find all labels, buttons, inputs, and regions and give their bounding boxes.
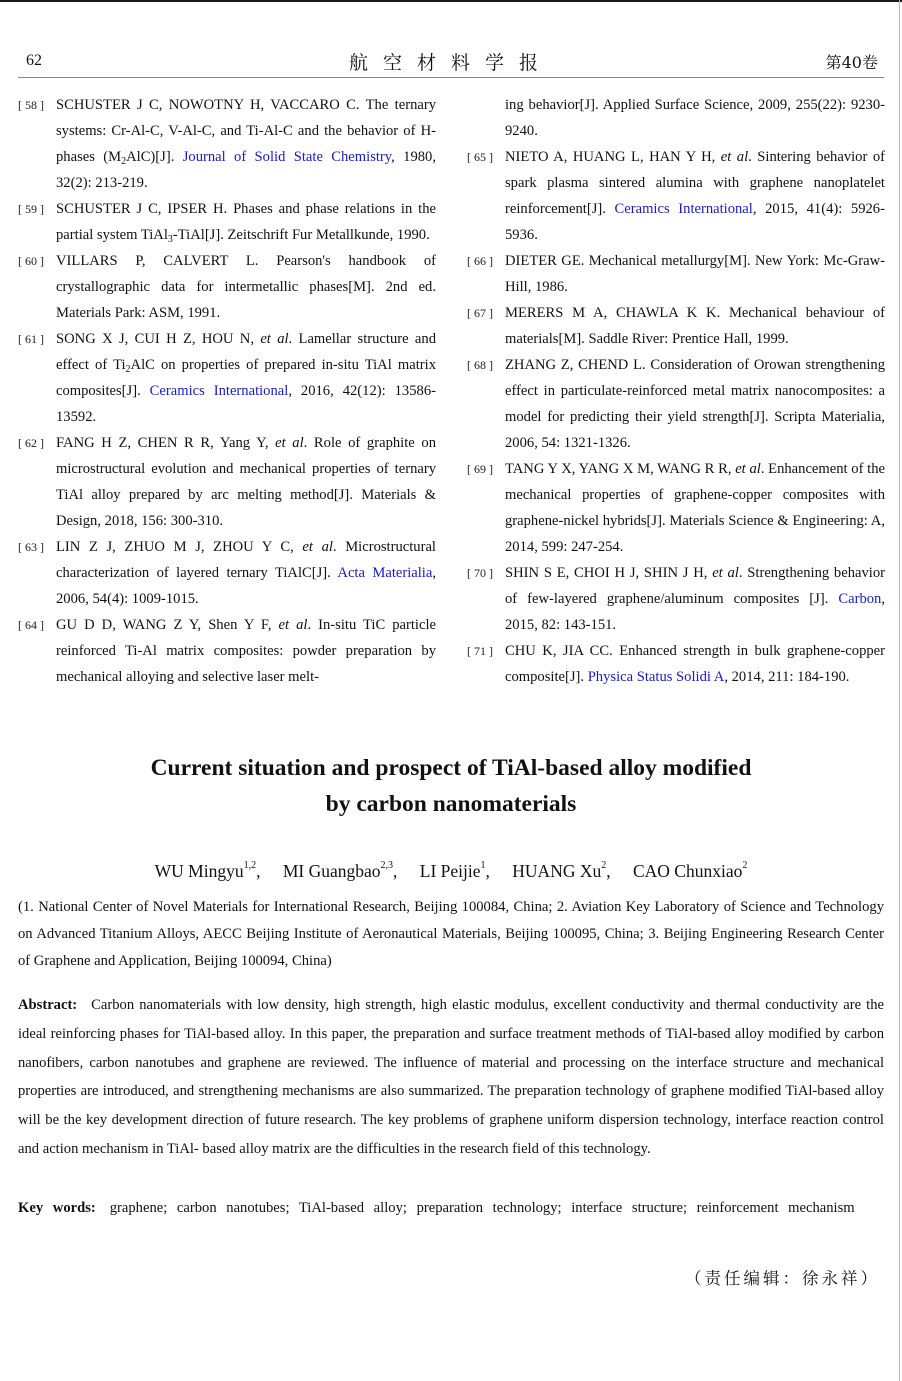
keywords — [18, 1194, 884, 1223]
subscript: 2 — [125, 364, 131, 375]
reference-entry — [467, 352, 885, 456]
page-top-border — [0, 0, 902, 2]
reference-text: . Lamellar structure and effect of Ti — [56, 331, 436, 373]
reference-number: [ 61 ] — [18, 332, 44, 346]
reference-entry — [18, 196, 436, 248]
reference-text: . Sintering behavior of spark plasma sintered alumina with graphene nanoplatelet reinforcement[J]. — [505, 149, 885, 217]
article-title-line-2: by carbon nanomaterials — [325, 791, 577, 817]
abstract-label: Abstract: — [18, 997, 78, 1013]
author: CAO Chunxiao$^2$ — [632, 860, 748, 881]
author: MI Guangbao$^{2,3}$ — [282, 860, 394, 881]
reference-number: [ 65 ] — [467, 150, 493, 164]
responsible-editor-note: （责任编辑：徐永祥） — [685, 1269, 880, 1288]
reference-entry — [467, 300, 885, 352]
et-al: et al — [712, 565, 739, 581]
author: LI Peijie$^1$ — [419, 860, 486, 881]
reference-number: [ 70 ] — [467, 566, 493, 580]
reference-text: , 2006, 54(4): 1009-1015. — [56, 565, 436, 607]
subscript: 3 — [167, 234, 173, 245]
references-left-column — [18, 92, 436, 690]
reference-text: . In-situ TiC particle reinforced Ti-Al matrix composites: powder preparation by mechanical alloying and selective laser melt- — [56, 617, 436, 685]
reference-number: [ 64 ] — [18, 618, 44, 632]
reference-text: AlC)[J]. — [126, 149, 183, 165]
reference-text: , 2015, 82: 143-151. — [505, 591, 885, 633]
article-title-line-1: Current situation and prospect of TiAl-based alloy modified — [150, 755, 752, 781]
journal-link[interactable]: Carbon — [838, 591, 882, 607]
journal-link[interactable]: Physica Status Solidi A — [587, 669, 725, 685]
affiliation-marker: 2 — [742, 860, 748, 871]
journal-link[interactable]: Acta Materialia — [337, 565, 433, 581]
affiliation-marker: 2,3 — [380, 860, 394, 871]
references-right-column — [467, 92, 885, 690]
reference-text: NIETO A, HUANG L, HAN Y H, — [505, 149, 721, 165]
author: WU Mingyu$^{1,2}$ — [154, 860, 257, 881]
abstract — [18, 991, 884, 1164]
article-title — [0, 750, 902, 822]
subscript: 2 — [121, 156, 127, 167]
reference-number: [ 62 ] — [18, 436, 44, 450]
page-number: 62 — [26, 52, 42, 69]
reference-entry — [18, 248, 436, 326]
reference-text: ZHANG Z, CHEND L. Consideration of Orowan strengthening effect in particulate-reinforced metal matrix nanocomposites: a model for predicting their yield strength[J]. Scripta Materialia, 2006, 54: 1321-1326. — [505, 357, 885, 451]
reference-text: , 2015, 41(4): 5926-5936. — [505, 201, 885, 243]
author-list: WU Mingyu$^{1,2}$, MI Guangbao$^{2,3}$, LI Peijie$^1$, HUANG Xu$^2$, CAO Chunxiao$^2$ — [154, 860, 748, 881]
reference-text: SHIN S E, CHOI H J, SHIN J H, — [505, 565, 713, 581]
keywords-label: Key words: — [18, 1200, 96, 1216]
reference-number: [ 59 ] — [18, 202, 44, 216]
reference-text: SCHUSTER J C, NOWOTNY H, VACCARO C. The ternary systems: Cr-Al-C, V-Al-C, and Ti-Al-C and the behavior of H-phases (M — [56, 97, 436, 165]
volume-label: 第40卷 — [825, 53, 878, 72]
reference-text: , 2016, 42(12): 13586-13592. — [56, 383, 436, 425]
affiliation-marker: 2 — [601, 860, 607, 871]
reference-text: , 2014, 211: 184-190. — [724, 669, 850, 685]
affiliations: (1. National Center of Novel Materials for International Research, Beijing 100084, China; 2. Aviation Key Laboratory of Science and Technology on Advanced Titanium Alloys, AECC Beijing Institute of Aeronautical Materials, Beijing 100095, China; 3. Beijing Engineering Research Center of Graphene and Application, Beijing 100094, China) — [18, 899, 884, 969]
reference-text: , 1980, 32(2): 213-219. — [56, 149, 436, 191]
reference-text: -TiAl[J]. Zeitschrift Fur Metallkunde, 1990. — [172, 227, 430, 243]
reference-entry — [18, 430, 436, 534]
reference-text: . Enhancement of the mechanical properties of graphene-copper composites with graphene-nickel hybrids[J]. Materials Science & Engineering: A, 2014, 599: 247-254. — [505, 461, 885, 555]
et-al: et al — [260, 331, 289, 347]
reference-entry — [18, 534, 436, 612]
reference-entry — [467, 248, 885, 300]
reference-entry — [467, 144, 885, 248]
reference-text: LIN Z J, ZHUO M J, ZHOU Y C, — [56, 539, 303, 555]
page-right-border — [899, 0, 900, 1381]
reference-entry — [467, 560, 885, 638]
reference-text: AlC on properties of prepared in-situ TiAl matrix composites[J]. — [56, 357, 436, 399]
reference-entry — [467, 456, 885, 560]
reference-text: . Role of graphite on microstructural evolution and mechanical properties of ternary TiAl alloy prepared by arc melting method[J]. Materials & Design, 2018, 156: 300-310. — [56, 435, 436, 529]
reference-number: [ 66 ] — [467, 254, 493, 268]
reference-text: VILLARS P, CALVERT L. Pearson's handbook of crystallographic data for intermetallic phases[M]. 2nd ed. Materials Park: ASM, 1991. — [56, 253, 436, 321]
affiliation-marker: 1,2 — [243, 860, 257, 871]
reference-number: [ 69 ] — [467, 462, 493, 476]
reference-text: DIETER GE. Mechanical metallurgy[M]. New York: Mc-Graw-Hill, 1986. — [505, 253, 885, 295]
reference-text: SCHUSTER J C, IPSER H. Phases and phase relations in the partial system TiAl — [56, 201, 436, 243]
reference-number: [ 60 ] — [18, 254, 44, 268]
reference-text: SONG X J, CUI H Z, HOU N, — [56, 331, 261, 347]
reference-text: CHU K, JIA CC. Enhanced strength in bulk graphene-copper composite[J]. — [505, 643, 885, 685]
reference-text: FANG H Z, CHEN R R, Yang Y, — [56, 435, 276, 451]
author: HUANG Xu$^2$ — [512, 860, 607, 881]
abstract-text: Carbon nanomaterials with low density, high strength, high elastic modulus, excellent conductivity and thermal conductivity are the ideal reinforcing phases for TiAl-based alloy. In this paper, the preparation and surface treatment methods of TiAl-based alloy modified by carbon nanofibers, carbon nanotubes and graphene are reviewed. The influence of material and processing on the interface structure and mechanical properties are introduced, and strengthening mechanisms are also summarized. The preparation technology of graphene modified TiAl-based alloy will be the key development direction of future research. The key problems of graphene uniform dispersion technology, interface reaction control and action mechanism in TiAl- based alloy matrix are the difficulties in the research field of this technology. — [18, 997, 884, 1157]
affiliation-marker: 1 — [480, 860, 486, 871]
journal-name: 航空材料学报 — [348, 52, 553, 74]
reference-number: [ 68 ] — [467, 358, 493, 372]
et-al: et al — [275, 435, 304, 451]
et-al: et al — [735, 461, 761, 477]
reference-number: [ 58 ] — [18, 98, 44, 112]
reference-text: . Microstructural characterization of layered ternary TiAlC[J]. — [56, 539, 436, 581]
journal-link[interactable]: Ceramics International — [614, 201, 753, 217]
reference-entry — [18, 326, 436, 430]
reference-entry — [18, 92, 436, 196]
et-al: et al — [278, 617, 308, 633]
reference-entry — [18, 612, 436, 690]
reference-number: [ 67 ] — [467, 306, 493, 320]
reference-entry — [467, 638, 885, 690]
journal-link[interactable]: Ceramics International — [149, 383, 289, 399]
reference-text: . Strengthening behavior of few-layered graphene/aluminum composites [J]. — [505, 565, 885, 607]
keywords-text: graphene; carbon nanotubes; TiAl-based alloy; preparation technology; interface structure; reinforcement mechanism — [109, 1200, 855, 1216]
running-header — [18, 44, 884, 76]
reference-text: GU D D, WANG Z Y, Shen Y F, — [56, 617, 279, 633]
journal-link[interactable]: Journal of Solid State Chemistry — [182, 149, 392, 165]
et-al: et al — [302, 539, 333, 555]
header-rule — [18, 77, 884, 78]
reference-number: [ 63 ] — [18, 540, 44, 554]
reference-text: ing behavior[J]. Applied Surface Science, 2009, 255(22): 9230-9240. — [505, 97, 885, 139]
et-al: et al — [720, 149, 749, 165]
reference-text: MERERS M A, CHAWLA K K. Mechanical behaviour of materials[M]. Saddle River: Prentice Hall, 1999. — [505, 305, 885, 347]
reference-entry — [467, 92, 885, 144]
reference-number: [ 71 ] — [467, 644, 493, 658]
reference-text: TANG Y X, YANG X M, WANG R R, — [505, 461, 736, 477]
